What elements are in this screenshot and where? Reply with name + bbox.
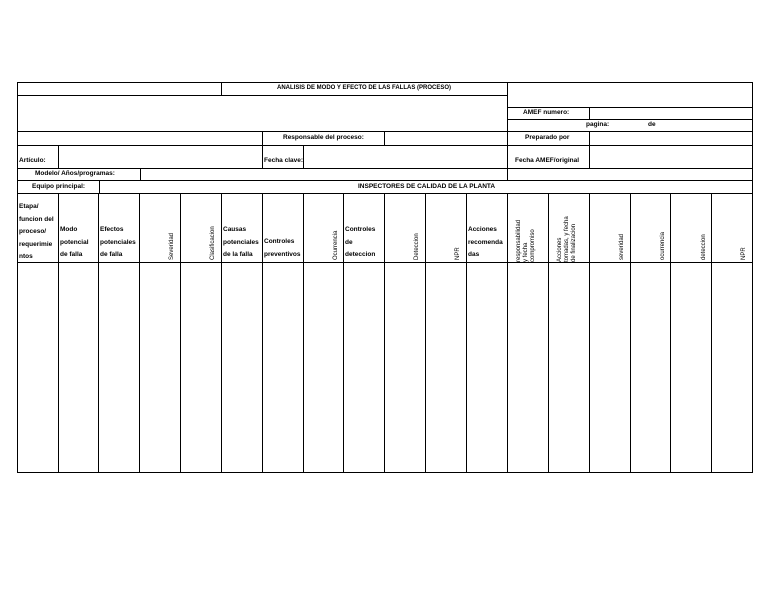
col-efectos: Efectos potenciales de falla	[100, 226, 136, 258]
rule-modelo-top	[17, 168, 753, 169]
rule-equipo-value	[99, 180, 100, 193]
form-title: ANALISIS DE MODO Y EFECTO DE LAS FALLAS (PROCESO)	[276, 85, 452, 91]
rule-pagina-top	[507, 119, 753, 120]
rule-title-right	[507, 82, 508, 181]
col-ocurrencia-2: ocurrencia	[660, 231, 666, 260]
rule-amef-value	[589, 107, 590, 119]
col-acciones-tomadas-line1: Acciones	[557, 237, 563, 262]
col-rule-15	[630, 193, 631, 473]
fecha-amef-label: Fecha AMEF/original	[515, 157, 580, 164]
col-modo: Modo potencial de falla	[60, 226, 89, 258]
col-rule-1	[58, 193, 59, 473]
col-acciones-tomadas-line3: de finalizacion	[571, 223, 577, 262]
rule-header-top	[17, 193, 753, 194]
rule-top	[17, 82, 753, 83]
rule-right	[752, 82, 753, 473]
rule-responsable-right	[384, 131, 385, 145]
col-npr-2: NPR	[741, 247, 747, 260]
rule-responsable-top	[17, 131, 753, 132]
col-rule-8	[343, 193, 344, 473]
col-rule-12	[507, 193, 508, 473]
modelo-label: Modelo/ Años/programas:	[35, 170, 115, 177]
responsable-label: Responsable del proceso:	[283, 134, 364, 141]
equipo-label: Equipo principal:	[32, 183, 86, 190]
preparado-label: Preparado por	[525, 134, 570, 141]
fecha-clave-label: Fecha clave:	[264, 157, 304, 164]
col-rule-17	[711, 193, 712, 473]
col-rule-9	[384, 193, 385, 473]
col-rule-5	[221, 193, 222, 473]
col-deteccion: Deteccion	[414, 233, 420, 260]
rule-equipo-top	[17, 180, 753, 181]
col-severidad-2: severidad	[619, 233, 625, 260]
col-rule-13	[548, 193, 549, 473]
col-acciones-tomadas-line2: tomadas, y fecha	[564, 216, 570, 262]
rule-left	[17, 82, 18, 473]
rule-modelo-value	[140, 168, 141, 180]
col-etapa: Etapa/ funcion del proceso/ requerimie ntos	[19, 203, 54, 260]
col-ocurrencia: Ocurrencia	[333, 230, 339, 260]
rule-articulo-value	[58, 145, 59, 168]
col-severidad: Severidad	[169, 232, 175, 260]
col-deteccion-2: deteccion	[701, 234, 707, 260]
col-rule-4	[180, 193, 181, 473]
rule-amef-top	[507, 107, 753, 108]
col-rule-14	[589, 193, 590, 473]
amef-numero-label: AMEF numero:	[523, 109, 570, 116]
col-rule-11	[466, 193, 467, 473]
col-rule-16	[670, 193, 671, 473]
articulo-label: Artículo:	[19, 157, 46, 164]
col-controles-det: Controles de deteccion	[345, 226, 376, 258]
inspectores-label: INSPECTORES DE CALIDAD DE LA PLANTA	[358, 183, 496, 190]
rule-header-bottom	[17, 262, 753, 263]
rule-articulo-top	[17, 145, 753, 146]
col-rule-10	[425, 193, 426, 473]
col-causas: Causas potenciales de la falla	[223, 226, 259, 258]
col-npr: NPR	[455, 247, 461, 260]
rule-responsable-left	[262, 131, 263, 145]
rule-title-bottom	[17, 95, 507, 96]
col-responsabilidad-line1: responsabilidad	[516, 219, 522, 262]
rule-fecha-clave-value	[303, 145, 304, 168]
de-label: de	[648, 121, 656, 128]
rule-bottom	[17, 472, 753, 473]
col-responsabilidad-line3: compromiso	[530, 229, 536, 262]
pagina-label: pagina:	[586, 121, 610, 128]
rule-fecha-clave-left	[262, 145, 263, 168]
col-acciones-rec: Acciones recomenda das	[468, 226, 503, 258]
rule-fecha-amef-value	[589, 145, 590, 168]
col-rule-7	[303, 193, 304, 473]
col-rule-2	[98, 193, 99, 473]
col-controles-prev: Controles preventivos	[264, 238, 301, 258]
col-responsabilidad-line2: y fecha	[523, 242, 529, 262]
col-clasificacion: Clasificacion	[210, 226, 216, 260]
rule-preparado-right	[589, 131, 590, 145]
